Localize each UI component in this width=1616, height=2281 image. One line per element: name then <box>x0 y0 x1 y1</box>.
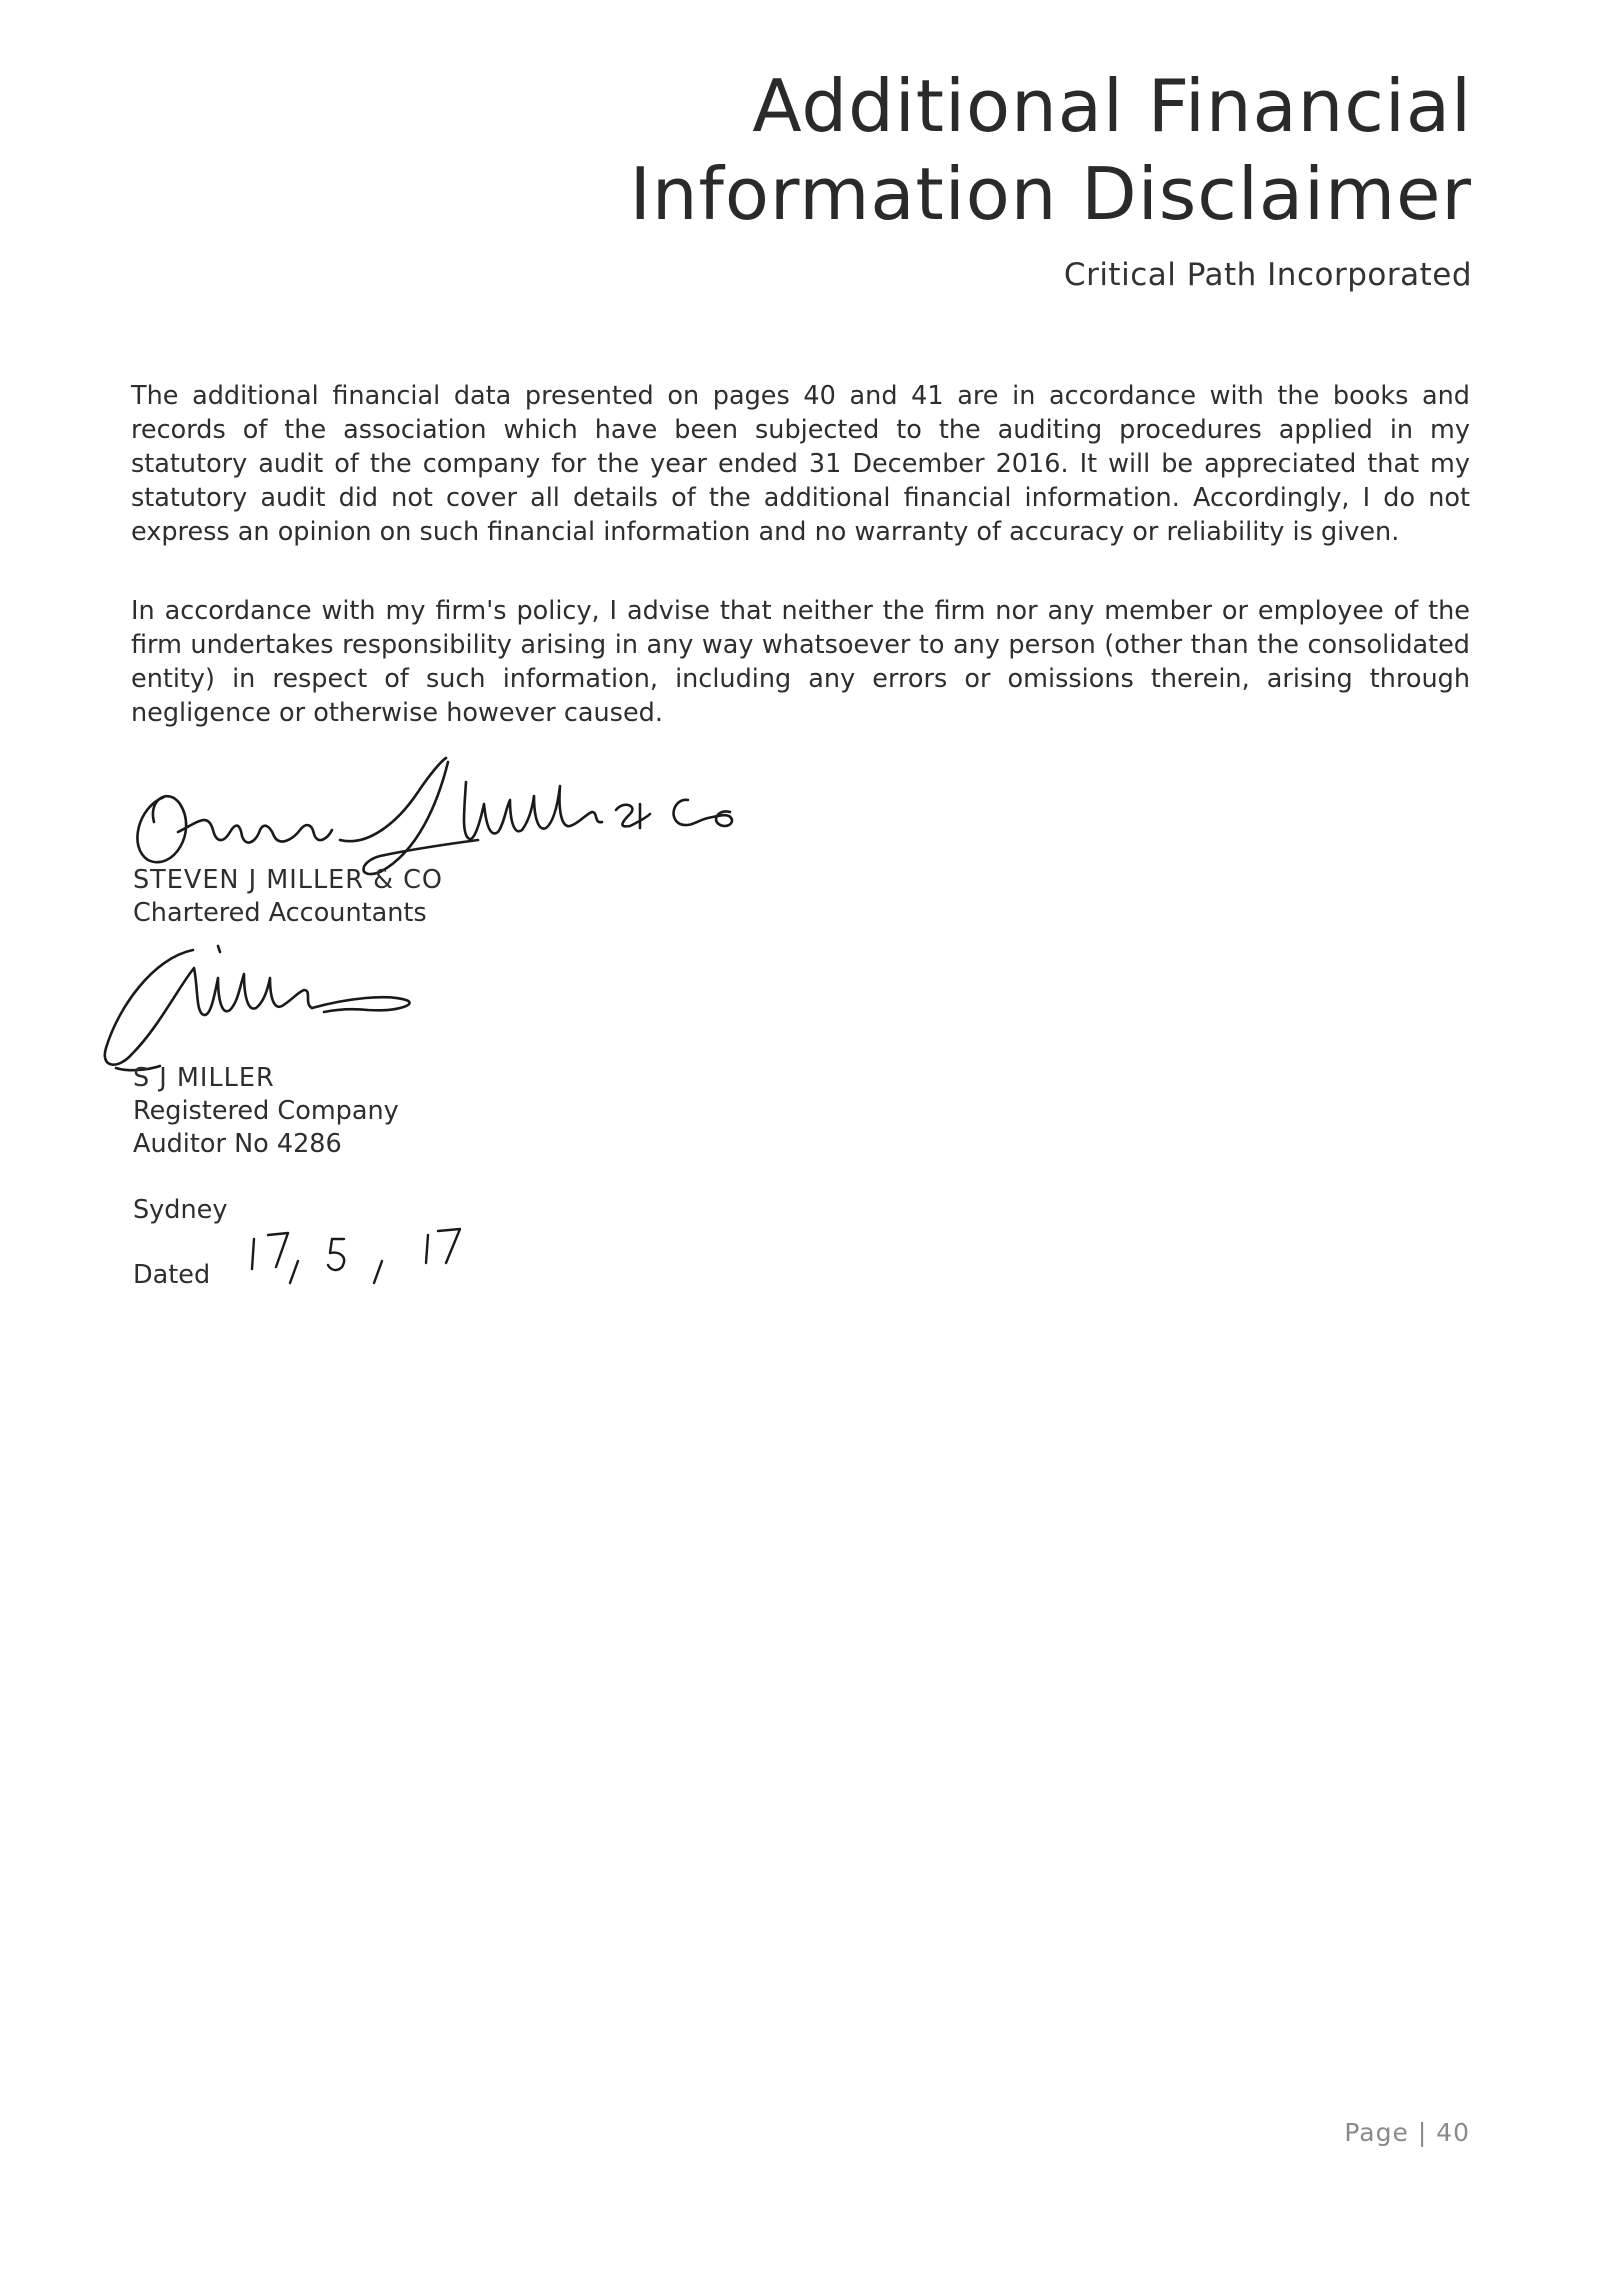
disclaimer-paragraph-1: The additional financial data presented on pages 40 and 41 are in accordance with the books and records of the association which have been subjected to the auditing procedures applied in my statutory audit of the company for the year ended 31 December 2016. It will be appreciated that my statutory audit did not cover all details of the additional financial information. Accordingly, I do not express an opinion on such financial information and no warranty of accuracy or reliability is given. <box>131 381 1470 547</box>
location: Sydney <box>133 1195 228 1225</box>
firm-description: Chartered Accountants <box>133 898 427 928</box>
page-number: Page | 40 <box>1344 2118 1470 2147</box>
company-name: Critical Path Incorporated <box>1063 257 1472 293</box>
firm-signature <box>118 752 848 882</box>
dated-label: Dated <box>133 1260 211 1290</box>
auditor-signature <box>98 938 458 1078</box>
firm-name: STEVEN J MILLER & CO <box>133 865 443 895</box>
title-line-1: Additional Financial <box>752 64 1472 148</box>
title-line-2: Information Disclaimer <box>629 152 1472 236</box>
disclaimer-paragraph-2: In accordance with my firm's policy, I advise that neither the firm nor any member or employee of the firm undertakes responsibility arising in any way whatsoever to any person (other than the consolidated entity) in respect of such information, including any errors or omissions therein, arising through negligence or otherwise however caused. <box>131 596 1470 728</box>
auditor-title: Registered Company <box>133 1096 399 1126</box>
page-title <box>572 62 1472 238</box>
auditor-number: Auditor No 4286 <box>133 1129 342 1159</box>
auditor-name: S J MILLER <box>133 1063 275 1093</box>
handwritten-date <box>238 1225 498 1295</box>
